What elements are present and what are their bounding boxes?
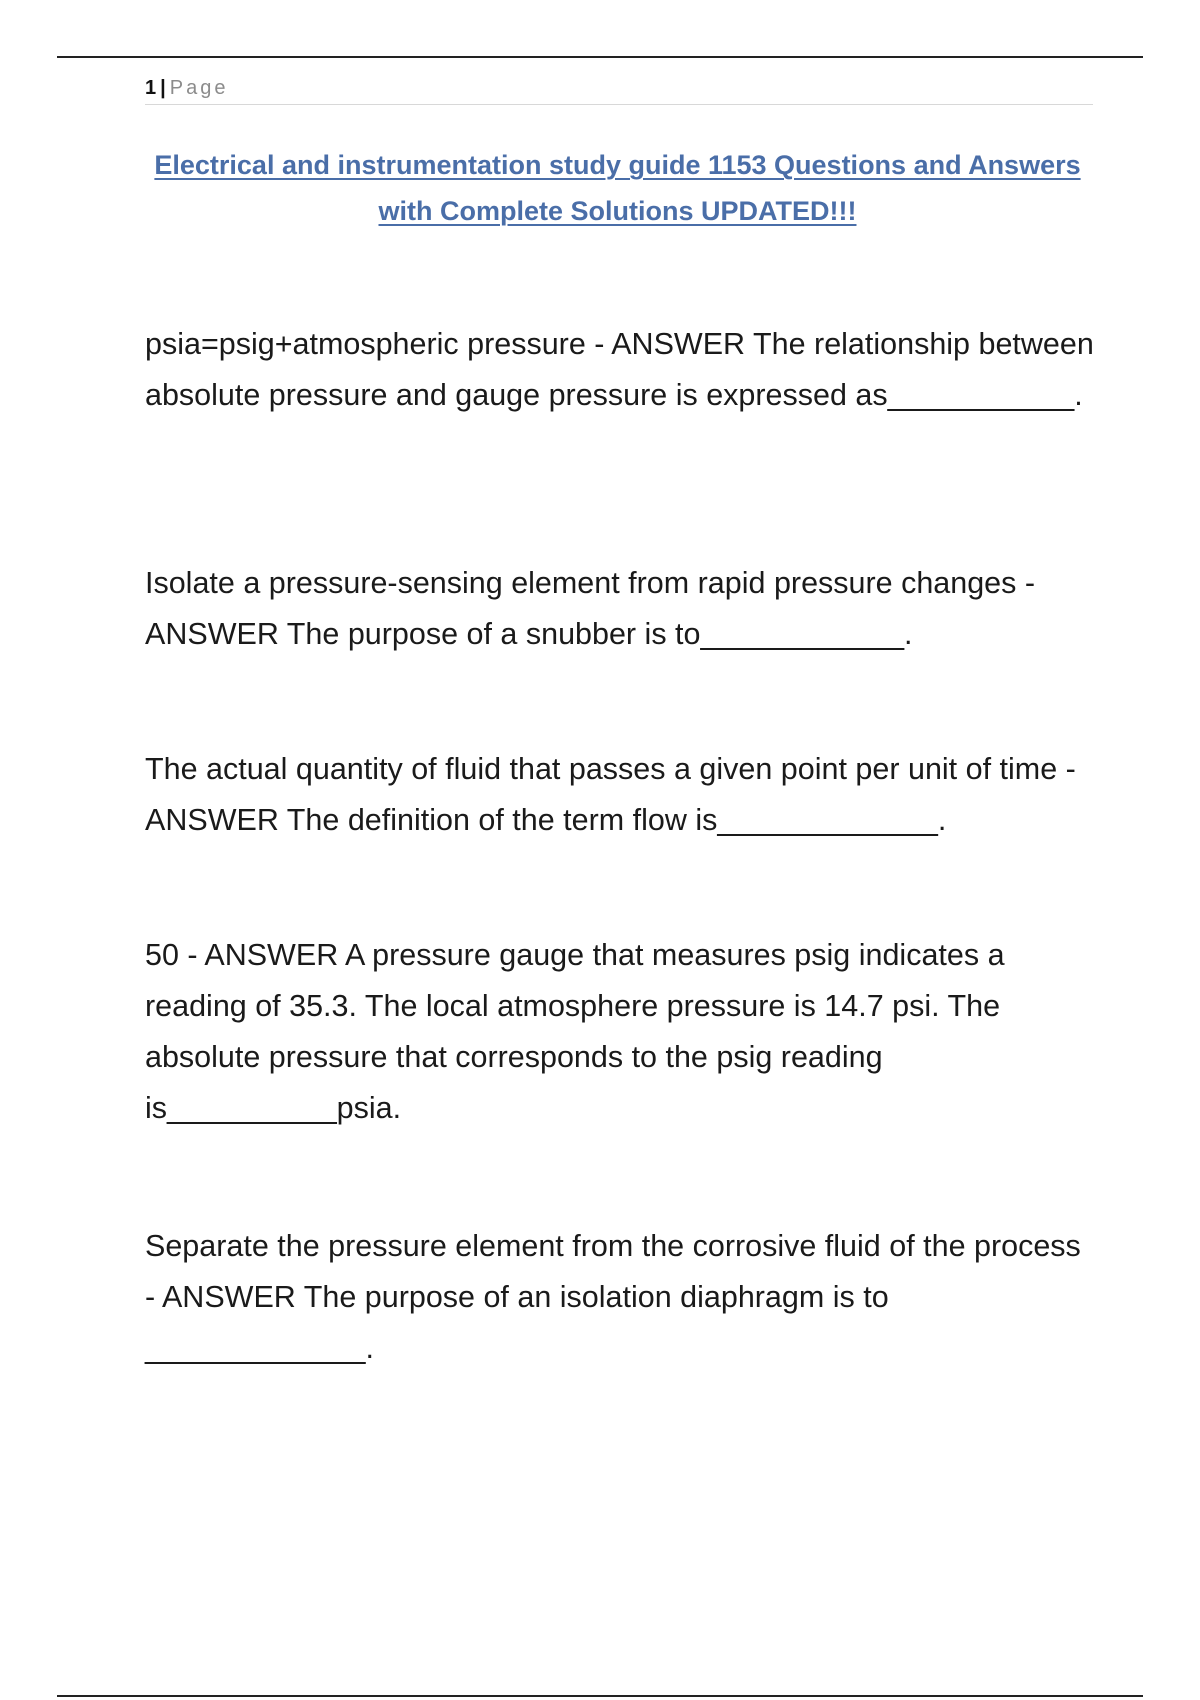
page-number: 1: [145, 77, 157, 99]
qa-item: psia=psig+atmospheric pressure - ANSWER The relationship between absolute pressure and gauge pressure is expressed as___________.: [145, 327, 1094, 412]
page-header: [145, 72, 1093, 105]
top-rule: [57, 56, 1143, 58]
page-separator: |: [160, 77, 166, 99]
page-label: Page: [169, 77, 229, 99]
document-title: Electrical and instrumentation study guide 1153 Questions and Answers with Complete Solutions UPDATED!!!: [154, 150, 1081, 226]
bottom-rule: [57, 1695, 1143, 1697]
qa-item: Isolate a pressure-sensing element from rapid pressure changes - ANSWER The purpose of a snubber is to____________.: [145, 566, 1036, 651]
qa-item: The actual quantity of fluid that passes a given point per unit of time - ANSWER The definition of the term flow is_____________.: [145, 752, 1076, 837]
qa-item: Separate the pressure element from the corrosive fluid of the process - ANSWER The purpose of an isolation diaphragm is to _____________.: [145, 1229, 1081, 1365]
qa-item: 50 - ANSWER A pressure gauge that measures psig indicates a reading of 35.3. The local atmosphere pressure is 14.7 psi. The absolute pressure that corresponds to the psig reading is__________psia.: [145, 938, 1005, 1125]
